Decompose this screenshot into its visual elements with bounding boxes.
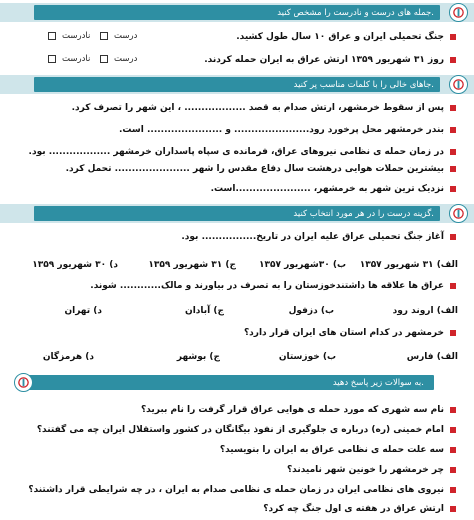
qa-question-4: چر خرمشهر را خونین شهر نامیدند؟ xyxy=(12,464,456,476)
section-header-fill-blank xyxy=(0,75,474,94)
bullet-icon xyxy=(450,234,456,240)
mc-q3-option-b[interactable]: ب) خوزستان xyxy=(278,352,336,362)
emblem-icon xyxy=(449,3,468,22)
section-header-questions xyxy=(0,373,474,392)
false-checkbox[interactable] xyxy=(48,55,56,63)
true-checkbox[interactable] xyxy=(100,55,108,63)
qa-question-3: سه علت حمله ی نظامی عراق به ایران را بنویسید؟ xyxy=(12,444,456,456)
bullet-icon xyxy=(450,57,456,63)
tf-question-1: جنگ تحمیلی ایران و عراق ۱۰ سال طول کشید. xyxy=(150,31,456,43)
bullet-icon xyxy=(450,283,456,289)
mc-q1-option-a[interactable]: الف) ۳۱ شهریور ۱۳۵۷ xyxy=(359,260,458,270)
bullet-icon xyxy=(450,487,456,493)
bullet-icon xyxy=(450,105,456,111)
bullet-icon xyxy=(450,506,456,512)
mc-q1-option-c[interactable]: ج) ۳۱ شهریور ۱۳۵۹ xyxy=(148,260,236,270)
mc-q2-option-a[interactable]: الف) اروند رود xyxy=(392,306,458,316)
bullet-icon xyxy=(450,34,456,40)
bullet-icon xyxy=(450,447,456,453)
section-title: جاهای خالی را با کلمات مناسب پر کنید. xyxy=(293,79,434,90)
section-title: گزینه درست را در هر مورد انتخاب کنید. xyxy=(293,208,434,219)
fill-question-2: بندر خرمشهر محل پرخورد رود...................... و ...................... است. xyxy=(12,124,456,136)
true-label: درست xyxy=(114,54,138,64)
fill-question-4: بیشترین حملات هوایی درهشت سال دفاع مقدس را شهر ...................... تحمل کرد. xyxy=(12,163,456,175)
mc-q2-option-c[interactable]: ج) آبادان xyxy=(185,306,224,316)
mc-question-3: خرمشهر در کدام استان های ایران قرار دارد؟ xyxy=(12,327,456,339)
mc-question-2: عراق ها علاقه ها داشتندخوزستان را به تصرف در بیاورند و مالک............ شوند. xyxy=(12,280,456,292)
tf-question-2: روز ۳۱ شهریور ۱۳۵۹ ارتش عراق به ایران حمله کردند. xyxy=(150,54,456,66)
qa-question-1: نام سه شهری که مورد حمله ی هوایی عراق قرار گرفت را نام ببرید؟ xyxy=(12,404,456,416)
bullet-icon xyxy=(450,407,456,413)
bullet-icon xyxy=(450,186,456,192)
fill-question-1: پس از سقوط خرمشهر، ارتش صدام به قصد .................. ، این شهر را تصرف کرد. xyxy=(12,102,456,114)
bullet-icon xyxy=(450,330,456,336)
emblem-icon xyxy=(14,373,33,392)
section-header-true-false xyxy=(0,3,474,22)
false-label: نادرست xyxy=(62,31,91,41)
false-label: نادرست xyxy=(62,54,91,64)
emblem-icon xyxy=(449,75,468,94)
mc-q3-option-a[interactable]: الف) فارس xyxy=(406,352,458,362)
mc-q2-option-b[interactable]: ب) دزفول xyxy=(288,306,334,316)
section-title: جمله های درست و نادرست را مشخص کنید. xyxy=(277,7,434,18)
mc-q1-option-d[interactable]: د) ۳۰ شهریور ۱۳۵۹ xyxy=(32,260,118,270)
bullet-icon xyxy=(450,467,456,473)
true-label: درست xyxy=(114,31,138,41)
fill-question-5: نزدیک ترین شهر به خرمشهر، ......................است. xyxy=(12,183,456,195)
bullet-icon xyxy=(450,166,456,172)
false-checkbox[interactable] xyxy=(48,32,56,40)
fill-question-3: در زمان حمله ی نظامی نیروهای عراق، فرمانده ی سپاه پاسداران خرمشهر .................. بود. xyxy=(12,146,456,158)
mc-q3-option-c[interactable]: ج) بوشهر xyxy=(176,352,220,362)
mc-question-1: آغاز جنگ تحمیلی عراق علیه ایران در تاریخ................ بود. xyxy=(12,231,456,243)
section-title: به سوالات زیر پاسخ دهید. xyxy=(332,377,424,388)
mc-q3-option-d[interactable]: د) هرمزگان xyxy=(42,352,94,362)
qa-question-5: نیروی های نظامی ایران در زمان حمله ی نظامی صدام به ایران ، در چه شرایطی قرار داشتند؟ xyxy=(12,484,456,496)
bullet-icon xyxy=(450,149,456,155)
qa-question-6: ارتش عراق در هفته ی اول جنگ چه کرد؟ xyxy=(12,503,456,515)
bullet-icon xyxy=(450,427,456,433)
bullet-icon xyxy=(450,127,456,133)
mc-q2-option-d[interactable]: د) تهران xyxy=(64,306,102,316)
qa-question-2: امام خمینی (ره) درباره ی جلوگیری از نفوذ بیگانگان در کشور واستقلال ایران چه می گفتند؟ xyxy=(12,424,456,436)
section-header-multiple-choice xyxy=(0,204,474,223)
emblem-icon xyxy=(449,204,468,223)
true-checkbox[interactable] xyxy=(100,32,108,40)
mc-q1-option-b[interactable]: ب) ۳۰شهریور ۱۳۵۷ xyxy=(258,260,346,270)
